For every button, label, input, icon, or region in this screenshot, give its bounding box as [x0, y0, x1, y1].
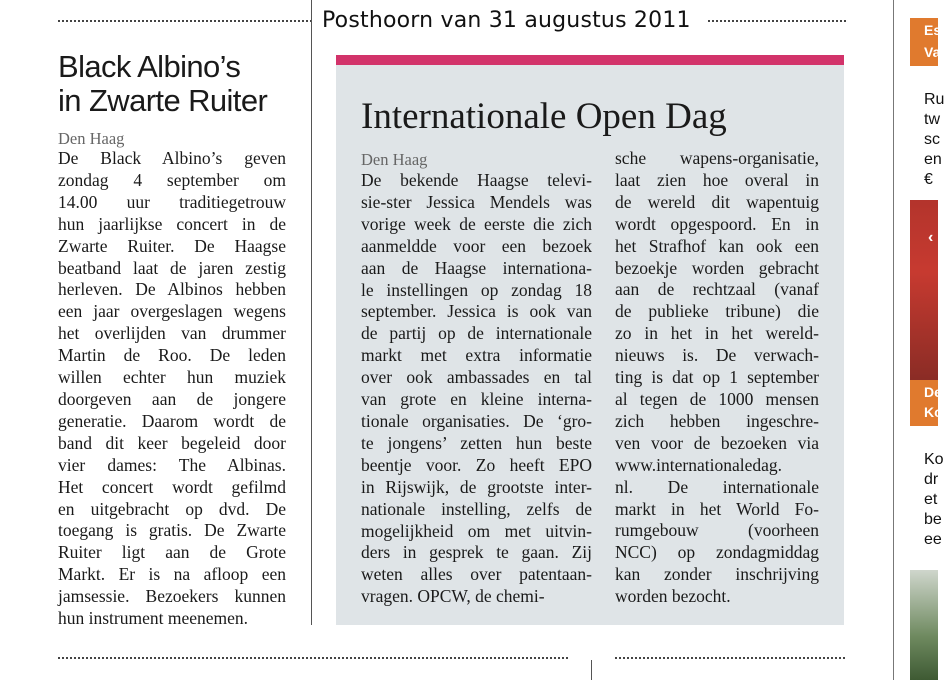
adjacent-heading-block-2: [910, 380, 943, 426]
text-line: in Rijswijk, de grootste inter-: [361, 476, 592, 497]
text-line: vier dames: The Albinas.: [58, 454, 286, 475]
text-line: aan de Haagse internationa-: [361, 257, 592, 278]
text-line: september. Jessica is ook van: [361, 301, 592, 322]
text-line: kan zonder inschrijving: [615, 564, 819, 585]
text-line: band dit keer begeleid door: [58, 432, 286, 453]
text-line: de partij op de internationale: [361, 323, 592, 344]
text-line: markt met extra informatie: [361, 345, 592, 366]
adjacent-heading-1-line-2: Va: [924, 44, 941, 60]
adjacent-text-2-line-1: Ko: [924, 451, 944, 468]
text-line: zo in het in het wereld-: [615, 323, 819, 344]
text-line: zondag 4 september om: [58, 169, 286, 190]
text-line: het overlijden van drummer: [58, 323, 286, 344]
adjacent-photo-banner: [910, 200, 938, 380]
text-line: ven voor de bezoeken via: [615, 432, 819, 453]
article-dateline: Den Haag: [58, 129, 125, 148]
text-line: beatband laat de jaren zestig: [58, 257, 286, 278]
adjacent-column-edge: [910, 0, 944, 680]
title-line-1: Black Albino’s: [58, 49, 241, 84]
adjacent-text-2-line-4: be: [924, 511, 942, 528]
text-line: worden bezocht.: [615, 586, 731, 607]
text-line: willen echter hun muziek: [58, 367, 286, 388]
text-line: herleven. De Albinos hebben: [58, 279, 286, 300]
text-line: weten alles over patentaan-: [361, 564, 592, 585]
adjacent-text-2-line-2: dr: [924, 471, 939, 488]
text-line: rumgebouw (voorheen: [615, 520, 819, 541]
text-line: nationale instelling, zelfs de: [361, 498, 592, 519]
text-line: nieuws is. De verwach-: [615, 345, 819, 366]
feature-body-column-2: [615, 148, 819, 608]
feature-body-column-1: [361, 170, 592, 608]
adjacent-text-1-line-3: sc: [924, 131, 940, 148]
text-line: toegang is gratis. De Zwarte: [58, 520, 286, 541]
adjacent-text-1-line-4: en: [924, 151, 942, 168]
text-line: een jaar overgeslagen wegens: [58, 301, 286, 322]
text-line: De bekende Haagse televi-: [361, 170, 592, 190]
adjacent-text-1-line-2: tw: [924, 111, 940, 128]
text-line: hun jaarlijkse concert in de: [58, 213, 286, 234]
text-line: beentje voor. Zo heeft EPO: [361, 454, 592, 475]
text-line: over ook ambassades en tal: [361, 367, 592, 388]
text-line: 14.00 uur traditiegetrouw: [58, 191, 286, 212]
text-line: aanmeldde voor een bezoek: [361, 235, 592, 256]
text-line: www.internationaledag.: [615, 454, 783, 475]
text-line: doorgeven aan de jongere: [58, 388, 286, 409]
text-line: te jongens’ zetten hun beste: [361, 432, 592, 453]
text-line: laat zien hoe overal in: [615, 169, 819, 190]
text-line: generatie. Daarom wordt de: [58, 410, 286, 431]
text-line: ders in gesprek te gaan. Zij: [361, 542, 592, 563]
title-line-2: in Zwarte Ruiter: [58, 83, 268, 118]
adjacent-text-2-line-5: ee: [924, 531, 942, 548]
text-line: le instellingen op zondag 18: [361, 279, 592, 300]
top-dotted-rule-right: [708, 20, 846, 22]
text-line: De Black Albino’s geven: [58, 148, 286, 168]
text-line: NCC) op zondagmiddag: [615, 542, 819, 563]
adjacent-text-2-line-3: et: [924, 491, 938, 508]
text-line: markt in het World Fo-: [615, 498, 819, 519]
text-line: Het concert wordt gefilmd: [58, 476, 286, 497]
text-line: Markt. Er is na afloop een: [58, 564, 286, 585]
text-line: al tegen de 1000 mensen: [615, 388, 819, 409]
adjacent-heading-block-1: [910, 18, 942, 66]
feature-accent-bar: [336, 55, 844, 65]
adjacent-photo-bottom: [910, 570, 938, 680]
feature-dateline: Den Haag: [361, 150, 428, 169]
adjacent-text-1-line-1: Ru: [924, 91, 944, 108]
text-line: vorige week de eerste die zich: [361, 213, 592, 234]
text-line: aan de rechtzaal (vanaf: [615, 279, 819, 300]
top-dotted-rule-left: [58, 20, 312, 22]
text-line: hun instrument meenemen.: [58, 608, 249, 629]
text-line: tionale organisaties. De ‘gro-: [361, 410, 592, 431]
page-caption: Posthoorn van 31 augustus 2011: [322, 8, 691, 33]
text-line: wordt opgespoord. En in: [615, 213, 819, 234]
banner-glyph: ‹: [928, 229, 934, 246]
text-line: zich hebben ingeschre-: [615, 410, 819, 431]
text-line: ting is dat op 1 september: [615, 367, 819, 388]
text-line: nl. De internationale: [615, 476, 819, 497]
text-line: en uitgebracht op dvd. De: [58, 498, 286, 519]
text-line: Ruiter ligt aan de Grote: [58, 542, 286, 563]
article-body: [58, 148, 286, 630]
article-title: [58, 50, 298, 118]
text-line: sche wapens-organisatie,: [615, 148, 819, 168]
column-divider-left: [311, 0, 312, 625]
text-line: sie-ster Jessica Mendels was: [361, 191, 592, 212]
text-line: jamsessie. Bezoekers kunnen: [58, 586, 286, 607]
adjacent-heading-2-line-1: De: [924, 384, 942, 400]
bottom-dotted-rule-left: [58, 657, 568, 659]
adjacent-heading-1-line-1: Es: [924, 22, 942, 38]
text-line: de publieke tribune) die: [615, 301, 819, 322]
adjacent-text-1-line-5: €: [924, 171, 933, 188]
text-line: mogelijkheid om met uitvin-: [361, 520, 592, 541]
bottom-column-divider: [591, 660, 592, 680]
text-line: vragen. OPCW, de chemi-: [361, 586, 545, 607]
bottom-dotted-rule-right: [615, 657, 845, 659]
adjacent-heading-2-line-2: Ko: [924, 404, 943, 420]
text-line: Zwarte Ruiter. De Haagse: [58, 235, 286, 256]
column-divider-right: [893, 0, 894, 680]
text-line: van grote en kleine interna-: [361, 389, 592, 410]
text-line: de wereld dit wapentuig: [615, 191, 819, 212]
feature-title: Internationale Open Dag: [361, 96, 727, 137]
text-line: Martin de Roo. De leden: [58, 345, 286, 366]
text-line: bezoekje worden gebracht: [615, 257, 819, 278]
text-line: het Strafhof kan ook een: [615, 235, 819, 256]
